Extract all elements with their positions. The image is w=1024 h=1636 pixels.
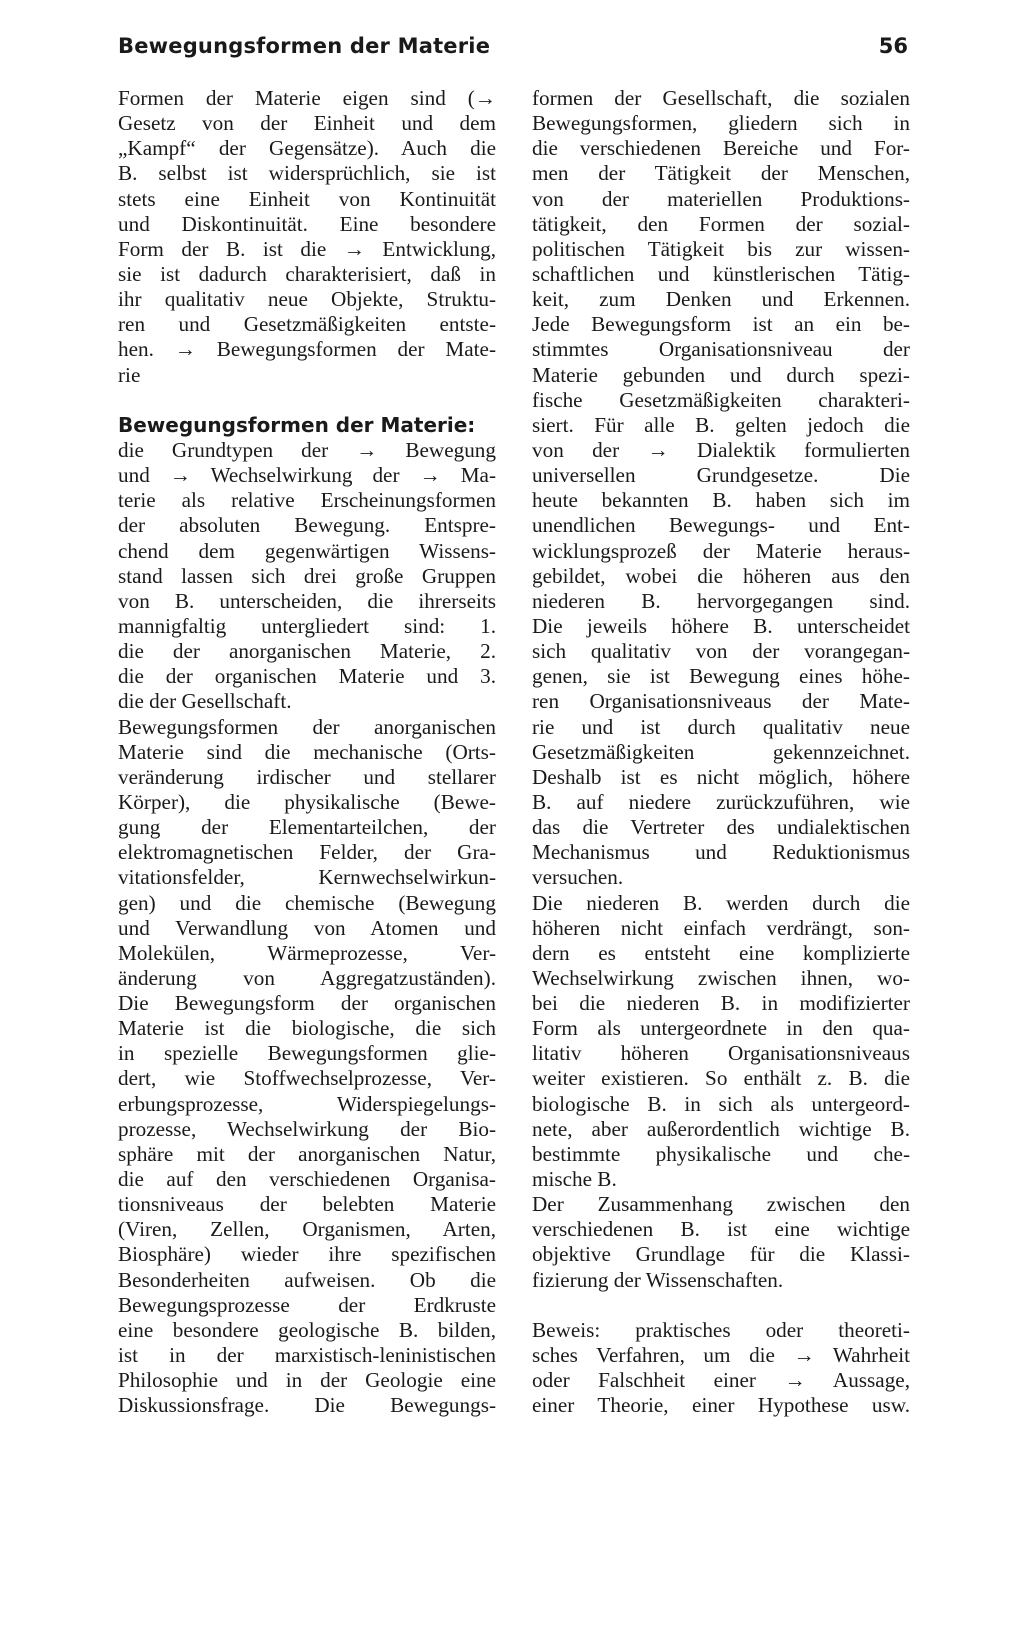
text-line: terie als relative Erscheinungsformen: [118, 488, 496, 513]
spacer: [532, 1293, 910, 1318]
text-line: veränderung irdischer und stellarer: [118, 764, 496, 789]
text-line: die verschiedenen Bereiche und For-: [532, 136, 910, 161]
text-line: Bewegungsformen der anorganischen: [118, 714, 496, 739]
text-line: unendlichen Bewegungs- und Ent-: [532, 513, 910, 538]
text-line: B. selbst ist widersprüchlich, sie ist: [118, 161, 496, 186]
text-line: rie: [118, 362, 141, 387]
text-line: elektromagnetischen Felder, der Gra-: [118, 840, 496, 865]
text-line: sches Verfahren, um die → Wahrheit: [532, 1343, 910, 1368]
text-line: schaftlichen und künstlerischen Tätig-: [532, 261, 910, 286]
text-line: Bewegungsformen, gliedern sich in: [532, 111, 910, 136]
text-line: politischen Tätigkeit bis zur wissen-: [532, 236, 910, 261]
text-line: wicklungsprozeß der Materie heraus-: [532, 538, 910, 563]
text-line: mannigfaltig untergliedert sind: 1.: [118, 613, 496, 638]
text-line: tionsniveaus der belebten Materie: [118, 1192, 496, 1217]
text-line: vitationsfelder, Kernwechselwirkun-: [118, 865, 496, 890]
text-line: erbungsprozesse, Widerspiegelungs-: [118, 1091, 496, 1116]
text-line: von der → Dialektik formulierten: [532, 437, 910, 462]
text-line: Gesetz von der Einheit und dem: [118, 111, 496, 136]
text-line: genen, sie ist Bewegung eines höhe-: [532, 664, 910, 689]
text-line: Form als untergeordnete in den qua-: [532, 1016, 910, 1041]
text-line: Der Zusammenhang zwischen den: [532, 1192, 910, 1217]
text-line: universellen Grundgesetze. Die: [532, 463, 910, 488]
text-line: ren und Gesetzmäßigkeiten entste-: [118, 312, 496, 337]
text-line: fizierung der Wissenschaften.: [532, 1267, 784, 1292]
text-line: gebildet, wobei die höheren aus den: [532, 563, 910, 588]
text-line: und Diskontinuität. Eine besondere: [118, 211, 496, 236]
text-line: Diskussionsfrage. Die Bewegungs-: [118, 1393, 496, 1418]
text-line: Deshalb ist es nicht möglich, höhere: [532, 764, 910, 789]
text-line: stimmtes Organisationsniveau der: [532, 337, 910, 362]
text-line: „Kampf“ der Gegensätze). Auch die: [118, 136, 496, 161]
text-line: Philosophie und in der Geologie eine: [118, 1368, 496, 1393]
text-line: (Viren, Zellen, Organismen, Arten,: [118, 1217, 496, 1242]
text-line: siert. Für alle B. gelten jedoch die: [532, 412, 910, 437]
text-line: gung der Elementarteilchen, der: [118, 815, 496, 840]
entry-beweis-line: Beweis: praktisches oder theoreti-: [532, 1317, 910, 1342]
text-line: Gesetzmäßigkeiten gekennzeichnet.: [532, 739, 910, 764]
text-line: dert, wie Stoffwechselprozesse, Ver-: [118, 1066, 496, 1091]
text-line: formen der Gesellschaft, die sozialen: [532, 86, 910, 110]
text-line: rie und ist durch qualitativ neue: [532, 714, 910, 739]
text-line: niederen B. hervorgegangen sind.: [532, 588, 910, 613]
spacer: [118, 388, 496, 413]
text-line: Die Bewegungsform der organischen: [118, 991, 496, 1016]
text-line: die Grundtypen der → Bewegung: [118, 437, 496, 462]
text-line: Mechanismus und Reduktionismus: [532, 840, 910, 865]
text-line: heute bekannten B. haben sich im: [532, 488, 910, 513]
text-line: hen. → Bewegungsformen der Mate-: [118, 337, 496, 362]
text-line: Wechselwirkung zwischen ihnen, wo-: [532, 965, 910, 990]
text-line: Jede Bewegungsform ist an ein be-: [532, 312, 910, 337]
text-line: men der Tätigkeit der Menschen,: [532, 161, 910, 186]
text-line: Die niederen B. werden durch die: [532, 890, 910, 915]
text-line: Form der B. ist die → Entwicklung,: [118, 236, 496, 261]
text-line: Molekülen, Wärmeprozesse, Ver-: [118, 940, 496, 965]
text-line: und Verwandlung von Atomen und: [118, 915, 496, 940]
text-line: objektive Grundlage für die Klassi-: [532, 1242, 910, 1267]
entry-heading-bewegungsformen: Bewegungsformen der Materie:: [118, 412, 476, 437]
text-line: nete, aber außerordentlich wichtige B.: [532, 1116, 910, 1141]
text-line: B. auf niedere zurückzuführen, wie: [532, 789, 910, 814]
text-line: höheren nicht einfach verdrängt, son-: [532, 915, 910, 940]
text-line: oder Falschheit einer → Aussage,: [532, 1368, 910, 1393]
text-line: stets eine Einheit von Kontinuität: [118, 186, 496, 211]
text-line: ihr qualitativ neue Objekte, Struktu-: [118, 287, 496, 312]
running-head: Bewegungsformen der Materie: [118, 34, 491, 58]
text-line: einer Theorie, einer Hypothese usw.: [532, 1393, 910, 1418]
text-line: änderung von Aggregatzuständen).: [118, 965, 496, 990]
text-line: keit, zum Denken und Erkennen.: [532, 287, 910, 312]
text-line: mische B.: [532, 1167, 617, 1192]
text-line: ist in der marxistisch-leninistischen: [118, 1343, 496, 1368]
text-line: sich qualitativ von der vorangegan-: [532, 639, 910, 664]
text-line: und → Wechselwirkung der → Ma-: [118, 463, 496, 488]
text-line: von B. unterscheiden, die ihrerseits: [118, 588, 496, 613]
text-line: prozesse, Wechselwirkung der Bio-: [118, 1116, 496, 1141]
text-line: weiter existieren. So enthält z. B. die: [532, 1066, 910, 1091]
text-line: Materie sind die mechanische (Orts-: [118, 739, 496, 764]
text-line: die der Gesellschaft.: [118, 689, 292, 714]
text-line: die der anorganischen Materie, 2.: [118, 639, 496, 664]
text-line: verschiedenen B. ist eine wichtige: [532, 1217, 910, 1242]
text-line: Biosphäre) wieder ihre spezifischen: [118, 1242, 496, 1267]
text-line: die der organischen Materie und 3.: [118, 664, 496, 689]
page-number: 56: [878, 34, 908, 58]
text-line: biologische B. in sich als untergeord-: [532, 1091, 910, 1116]
text-line: sphäre mit der anorganischen Natur,: [118, 1141, 496, 1166]
text-line: Besonderheiten aufweisen. Ob die: [118, 1267, 496, 1292]
text-line: Körper), die physikalische (Bewe-: [118, 789, 496, 814]
text-line: litativ höheren Organisationsniveaus: [532, 1041, 910, 1066]
text-line: fische Gesetzmäßigkeiten charakteri-: [532, 387, 910, 412]
text-line: eine besondere geologische B. bilden,: [118, 1317, 496, 1342]
text-line: der absoluten Bewegung. Entspre-: [118, 513, 496, 538]
text-line: Bewegungsprozesse der Erdkruste: [118, 1292, 496, 1317]
text-line: bestimmte physikalische und che-: [532, 1141, 910, 1166]
text-line: sie ist dadurch charakterisiert, daß in: [118, 261, 496, 286]
left-column: [118, 86, 496, 1418]
text-line: versuchen.: [532, 865, 624, 890]
text-line: von der materiellen Produktions-: [532, 186, 910, 211]
text-line: das die Vertreter des undialektischen: [532, 815, 910, 840]
text-line: tätigkeit, den Formen der sozial-: [532, 211, 910, 236]
text-line: Formen der Materie eigen sind (→: [118, 86, 496, 110]
text-line: in spezielle Bewegungsformen glie-: [118, 1041, 496, 1066]
text-line: chend dem gegenwärtigen Wissens-: [118, 538, 496, 563]
text-line: die auf den verschiedenen Organisa-: [118, 1167, 496, 1192]
text-line: bei die niederen B. in modifizierter: [532, 991, 910, 1016]
text-line: ren Organisationsniveaus der Mate-: [532, 689, 910, 714]
text-line: stand lassen sich drei große Gruppen: [118, 563, 496, 588]
text-line: Materie gebunden und durch spezi-: [532, 362, 910, 387]
right-column: [532, 86, 910, 1418]
text-line: gen) und die chemische (Bewegung: [118, 890, 496, 915]
text-line: Materie ist die biologische, die sich: [118, 1016, 496, 1041]
text-line: Die jeweils höhere B. unterscheidet: [532, 613, 910, 638]
text-line: dern es entsteht eine komplizierte: [532, 940, 910, 965]
